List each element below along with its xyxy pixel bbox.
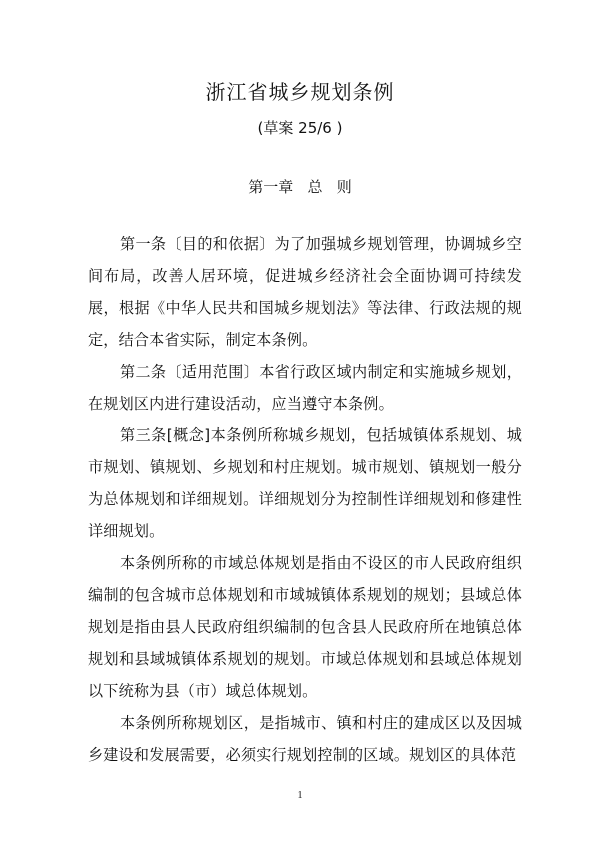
paragraph-article-1: 第一条〔目的和依据〕为了加强城乡规划管理，协调城乡空间布局，改善人居环境，促进城乡经济社会全面协调可持续发展，根据《中华人民共和国城乡规划法》等法律、行政法规的规定，结合本省实际，制定本条例。 [88, 235, 522, 349]
document-subtitle: (草案 25/6 ) [257, 119, 343, 137]
paragraph-article-2: 第二条〔适用范围〕本省行政区域内制定和实施城乡规划，在规划区内进行建设活动，应当遵守本条例。 [88, 362, 522, 413]
body-text [88, 229, 522, 771]
page-number: 1 [297, 790, 303, 801]
paragraph-overall-planning-definition: 本条例所称的市域总体规划是指由不设区的市人民政府组织编制的包含城市总体规划和市域城镇体系规划的规划；县域总体规划是指由县人民政府组织编制的包含县人民政府所在地镇总体规划和县域城镇体系规划的规划。市域总体规划和县域总体规划以下统称为县（市）域总体规划。 [88, 554, 522, 700]
document-title: 浙江省城乡规划条例 [205, 80, 395, 104]
paragraph-planning-area-definition: 本条例所称规划区，是指城市、镇和村庄的建成区以及因城乡建设和发展需要，必须实行规划控制的区域。规划区的具体范 [88, 713, 522, 764]
paragraph-article-3: 第三条[概念]本条例所称城乡规划，包括城镇体系规划、城市规划、镇规划、乡规划和村庄规划。城市规划、镇规划一般分为总体规划和详细规划。详细规划分为控制性详细规划和修建性详细规划。 [88, 426, 522, 541]
chapter-heading: 第一章 总 则 [248, 178, 352, 196]
